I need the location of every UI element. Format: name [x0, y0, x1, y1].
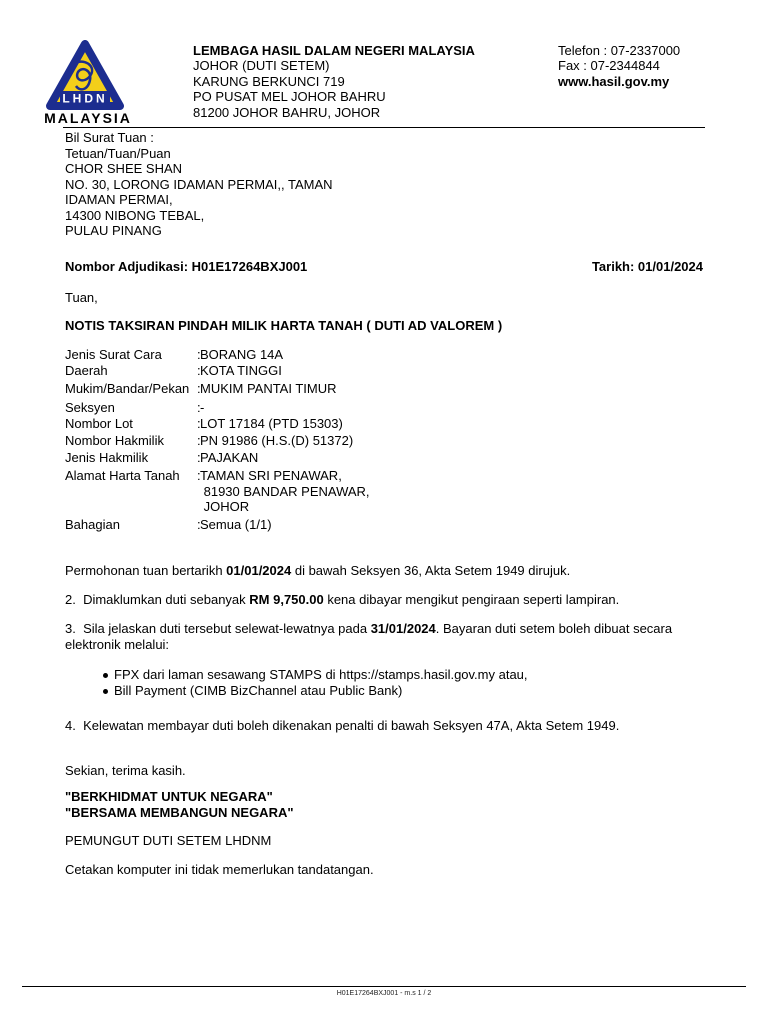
closing: Sekian, terima kasih. [65, 763, 186, 778]
org-address-line: PO PUSAT MEL JOHOR BAHRU [193, 89, 386, 104]
detail-value: BORANG 14A [200, 347, 284, 362]
payment-option: Bill Payment (CIMB BizChannel atau Public Bank) [114, 683, 403, 698]
lhdn-logo [40, 40, 190, 126]
detail-value: LOT 17184 (PTD 15303) [200, 416, 343, 431]
detail-value: MUKIM PANTAI TIMUR [200, 381, 337, 396]
due-date: 31/01/2024 [370, 621, 436, 636]
recipient-name: CHOR SHEE SHAN [65, 161, 183, 176]
recipient-salutation: Tetuan/Tuan/Puan [65, 146, 171, 161]
detail-value: - [200, 400, 205, 415]
org-phone: Telefon : 07-2337000 [558, 43, 681, 58]
paragraph-1: Permohonan tuan bertarikh 01/01/2024 di bawah Seksyen 36, Akta Setem 1949 dirujuk. [65, 563, 571, 578]
letter-subject: NOTIS TAKSIRAN PINDAH MILIK HARTA TANAH ( DUTI AD VALOREM ) [65, 318, 503, 333]
payment-option: FPX dari laman sesawang STAMPS di https://stamps.hasil.gov.my atau, [114, 667, 528, 682]
header-divider [63, 127, 705, 128]
detail-value: 81930 BANDAR PENAWAR, [200, 484, 370, 499]
application-date: 01/01/2024 [226, 563, 292, 578]
detail-label: Alamat Harta Tanah [65, 468, 180, 483]
logo-text-top: LHDN [62, 91, 108, 106]
recipient-address-line: IDAMAN PERMAI, [65, 192, 173, 207]
org-website: www.hasil.gov.my [558, 74, 670, 89]
duty-amount: RM 9,750.00 [249, 592, 324, 607]
paragraph-4: 4. Kelewatan membayar duti boleh dikenakan penalti di bawah Seksyen 47A, Akta Setem 1949. [65, 718, 620, 733]
detail-label: Seksyen [65, 400, 115, 415]
page-footer: H01E17264BXJ001 - m.s 1 / 2 [336, 990, 432, 997]
detail-label: Nombor Hakmilik [65, 433, 164, 448]
detail-value: KOTA TINGGI [200, 363, 282, 378]
recipient-address-line: 14300 NIBONG TEBAL, [65, 208, 205, 223]
paragraph-3: 3. Sila jelaskan duti tersebut selewat-lewatnya pada 31/01/2024. Bayaran duti setem boleh dibuat secara [65, 621, 673, 636]
org-address-line: 81200 JOHOR BAHRU, JOHOR [193, 105, 381, 120]
detail-label: Daerah [65, 363, 108, 378]
bullet-icon [103, 673, 108, 678]
logo-text-bottom: MALAYSIA [44, 110, 132, 126]
detail-value: JOHOR [200, 499, 250, 514]
detail-value: Semua (1/1) [200, 517, 272, 532]
paragraph-3-line2: elektronik melalui: [65, 637, 170, 652]
motto-line: "BERSAMA MEMBANGUN NEGARA" [65, 805, 294, 820]
detail-label: Jenis Surat Cara [65, 347, 162, 362]
detail-label: Mukim/Bandar/Pekan [65, 381, 190, 396]
paragraph-2: 2. Dimaklumkan duti sebanyak RM 9,750.00 kena dibayar mengikut pengiraan seperti lampiran. [65, 592, 620, 607]
detail-value: PN 91986 (H.S.(D) 51372) [200, 433, 354, 448]
detail-value: PAJAKAN [200, 450, 259, 465]
org-address-line: KARUNG BERKUNCI 719 [193, 74, 345, 89]
recipient-ref: Bil Surat Tuan : [65, 130, 154, 145]
letter-date: Tarikh: 01/01/2024 [591, 259, 703, 274]
org-address-line: JOHOR (DUTI SETEM) [193, 58, 330, 73]
org-name: LEMBAGA HASIL DALAM NEGERI MALAYSIA [193, 43, 475, 58]
greeting: Tuan, [65, 290, 98, 305]
recipient-address-line: PULAU PINANG [65, 223, 162, 238]
signatory: PEMUNGUT DUTI SETEM LHDNM [65, 833, 272, 848]
recipient-address-line: NO. 30, LORONG IDAMAN PERMAI,, TAMAN [65, 177, 333, 192]
adjudication-number: Nombor Adjudikasi: H01E17264BXJ001 [65, 259, 308, 274]
detail-label: Bahagian [65, 517, 120, 532]
bullet-icon [103, 689, 108, 694]
signature-note: Cetakan komputer ini tidak memerlukan tandatangan. [65, 862, 374, 877]
detail-label: Jenis Hakmilik [65, 450, 149, 465]
motto-line: "BERKHIDMAT UNTUK NEGARA" [65, 789, 273, 804]
detail-label: Nombor Lot [65, 416, 133, 431]
org-fax: Fax : 07-2344844 [558, 58, 660, 73]
detail-value: TAMAN SRI PENAWAR, [200, 468, 342, 483]
footer-divider [22, 986, 746, 987]
